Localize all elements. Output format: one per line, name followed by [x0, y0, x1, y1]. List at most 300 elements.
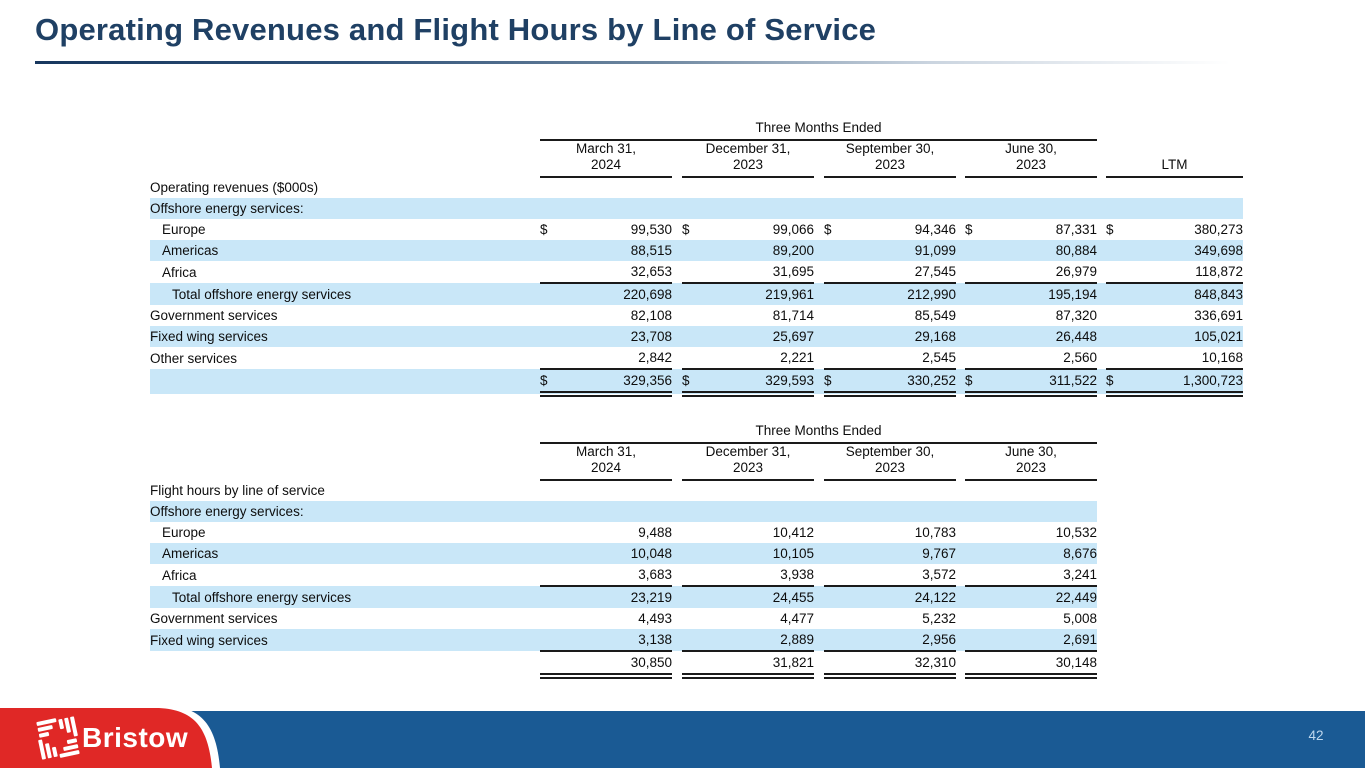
gap-cell — [956, 443, 965, 480]
row-label: Fixed wing services — [150, 326, 540, 347]
currency-cell — [682, 501, 710, 522]
data-table — [150, 421, 1097, 679]
value-cell: 10,048 — [568, 543, 672, 564]
title-underline-rule — [35, 61, 1280, 64]
gap-cell — [814, 629, 824, 651]
table-row — [150, 240, 1243, 261]
currency-cell — [965, 522, 993, 543]
currency-cell — [540, 651, 568, 676]
value-cell: 3,138 — [568, 629, 672, 651]
value-cell: 10,783 — [914, 525, 956, 540]
table-row — [150, 347, 1243, 369]
gap-cell — [672, 443, 682, 480]
value-cell: 22,449 — [993, 586, 1097, 608]
currency-cell — [682, 522, 710, 543]
gap-cell — [672, 651, 682, 676]
gap-cell — [814, 651, 824, 676]
value-cell: 32,653 — [568, 261, 672, 283]
column-header-line1: September 30, — [845, 444, 935, 459]
gap-cell — [1097, 326, 1106, 347]
column-header-line1: June 30, — [1005, 141, 1057, 156]
value-cell: 195,194 — [993, 283, 1097, 305]
currency-cell — [682, 629, 710, 651]
row-label: Americas — [150, 240, 540, 261]
value-cell: 219,961 — [710, 283, 814, 305]
value-cell: 2,560 — [993, 347, 1097, 369]
gap-cell — [672, 240, 682, 261]
table-row — [150, 177, 1243, 198]
currency-cell — [1106, 347, 1136, 369]
table-row — [150, 564, 1097, 586]
value-cell — [710, 177, 814, 198]
value-cell: 4,493 — [638, 611, 672, 626]
ltm-value-cell — [1136, 177, 1243, 198]
row-label: Government services — [150, 308, 278, 323]
column-header — [682, 443, 814, 480]
value-cell: 94,346 — [914, 222, 956, 237]
currency-cell — [540, 480, 568, 501]
currency-cell — [1106, 305, 1136, 326]
page-title: Operating Revenues and Flight Hours by Line of Service — [35, 12, 877, 47]
column-header-line2: 2023 — [1015, 157, 1047, 172]
row-label — [150, 443, 540, 480]
ltm-value-cell: 380,273 — [1194, 222, 1243, 237]
currency-cell — [682, 608, 710, 629]
column-header-line2: 2024 — [590, 157, 622, 172]
currency-cell — [965, 543, 993, 564]
currency-cell — [824, 543, 852, 564]
currency-cell — [1106, 326, 1136, 347]
row-label: Total offshore energy services — [150, 586, 540, 608]
currency-cell — [965, 177, 993, 198]
gap-cell — [672, 608, 682, 629]
value-cell: 3,683 — [568, 564, 672, 586]
gap-cell — [814, 564, 824, 586]
gap-cell — [956, 261, 965, 283]
currency-cell: $ — [965, 369, 993, 394]
gap-cell — [956, 177, 965, 198]
value-cell: 91,099 — [852, 240, 956, 261]
currency-cell — [965, 347, 993, 369]
ltm-value-cell: 1,300,723 — [1136, 369, 1243, 394]
value-cell — [852, 177, 956, 198]
gap-cell — [672, 347, 682, 369]
row-label: Government services — [150, 611, 278, 626]
value-cell: 2,221 — [710, 347, 814, 369]
currency-cell — [1106, 240, 1136, 261]
gap-cell — [672, 283, 682, 305]
value-cell — [710, 198, 814, 219]
value-cell: 2,842 — [568, 347, 672, 369]
currency-cell — [540, 522, 568, 543]
currency-cell — [965, 608, 993, 629]
value-cell: 31,695 — [710, 261, 814, 283]
gap-cell — [956, 240, 965, 261]
gap-cell — [956, 140, 965, 177]
value-cell — [568, 480, 672, 501]
currency-cell: $ — [824, 369, 852, 394]
currency-cell — [682, 177, 710, 198]
value-cell: 329,593 — [710, 369, 814, 394]
value-cell: 3,572 — [852, 564, 956, 586]
currency-cell — [540, 283, 568, 305]
value-cell: 32,310 — [852, 651, 956, 676]
currency-cell — [1106, 177, 1136, 198]
row-label — [150, 118, 540, 140]
currency-cell — [965, 283, 993, 305]
currency-cell — [540, 305, 568, 326]
column-header-line2: 2023 — [732, 460, 764, 475]
gap-cell — [814, 443, 824, 480]
gap-cell — [956, 564, 965, 586]
table-row — [150, 198, 1243, 219]
value-cell: 85,549 — [914, 308, 956, 323]
value-cell — [852, 501, 956, 522]
value-cell — [852, 480, 956, 501]
currency-cell — [965, 629, 993, 651]
row-label: Operating revenues ($000s) — [150, 180, 319, 195]
value-cell: 24,455 — [710, 586, 814, 608]
row-label — [150, 651, 540, 676]
table-row — [150, 629, 1097, 651]
currency-cell — [965, 305, 993, 326]
value-cell: 330,252 — [852, 369, 956, 394]
value-cell: 212,990 — [852, 283, 956, 305]
value-cell: 31,821 — [710, 651, 814, 676]
gap-cell — [956, 369, 965, 394]
gap-cell — [672, 522, 682, 543]
table-span-header-row — [150, 421, 1097, 443]
currency-cell — [682, 240, 710, 261]
value-cell: 3,938 — [710, 564, 814, 586]
currency-cell — [824, 564, 852, 586]
currency-cell — [682, 283, 710, 305]
ltm-value-cell: 105,021 — [1136, 326, 1243, 347]
gap-cell — [956, 651, 965, 676]
gap-cell — [956, 305, 965, 326]
row-label — [150, 369, 540, 394]
currency-cell — [682, 586, 710, 608]
currency-cell — [824, 347, 852, 369]
gap-cell — [814, 326, 824, 347]
gap-cell — [814, 283, 824, 305]
value-cell: 26,979 — [993, 261, 1097, 283]
gap-cell — [672, 177, 682, 198]
table-span-header-row — [150, 118, 1243, 140]
currency-cell: $ — [824, 222, 832, 237]
gap-cell — [672, 305, 682, 326]
span-header: Three Months Ended — [540, 421, 1097, 443]
gap-cell — [1097, 118, 1106, 140]
table-row — [150, 283, 1243, 305]
value-cell: 30,850 — [568, 651, 672, 676]
value-cell: 24,122 — [852, 586, 956, 608]
currency-cell — [824, 501, 852, 522]
currency-cell — [824, 608, 852, 629]
value-cell: 30,148 — [993, 651, 1097, 676]
currency-cell — [540, 543, 568, 564]
currency-cell: $ — [1106, 222, 1114, 237]
column-header-line2: 2023 — [874, 157, 906, 172]
column-header — [824, 140, 956, 177]
currency-cell — [965, 480, 993, 501]
column-header — [682, 140, 814, 177]
table-row — [150, 219, 1243, 240]
currency-cell — [682, 480, 710, 501]
currency-cell — [1106, 198, 1136, 219]
currency-cell — [824, 198, 852, 219]
gap-cell — [672, 140, 682, 177]
ltm-spacer — [1106, 118, 1243, 140]
column-header-line1: March 31, — [575, 141, 637, 156]
value-cell: 9,767 — [852, 543, 956, 564]
page-number: 42 — [1308, 728, 1324, 743]
flight-hours-table — [150, 421, 1097, 679]
value-cell: 99,530 — [630, 222, 672, 237]
currency-cell — [824, 522, 852, 543]
row-label — [150, 421, 540, 443]
currency-cell — [682, 564, 710, 586]
value-cell — [568, 198, 672, 219]
row-label: Other services — [150, 350, 238, 366]
value-cell: 87,320 — [1055, 308, 1097, 323]
value-cell — [568, 501, 672, 522]
ltm-value-cell: 336,691 — [1194, 308, 1243, 323]
column-header — [965, 140, 1097, 177]
column-header-line1: March 31, — [575, 444, 637, 459]
column-header-line2: 2023 — [874, 460, 906, 475]
currency-cell — [540, 177, 568, 198]
value-cell: 2,545 — [852, 347, 956, 369]
gap-cell — [672, 480, 682, 501]
gap-cell — [956, 480, 965, 501]
currency-cell — [682, 326, 710, 347]
currency-cell — [824, 177, 852, 198]
currency-cell — [965, 564, 993, 586]
row-label: Africa — [162, 264, 197, 280]
gap-cell — [1097, 261, 1106, 283]
currency-cell — [682, 651, 710, 676]
currency-cell: $ — [682, 222, 690, 237]
currency-cell — [965, 586, 993, 608]
table-row — [150, 543, 1097, 564]
operating-revenues-table — [150, 118, 1243, 397]
gap-cell — [1097, 140, 1106, 177]
row-label: Flight hours by line of service — [150, 483, 325, 498]
row-label: Offshore energy services: — [150, 501, 540, 522]
gap-cell — [1097, 347, 1106, 369]
value-cell: 2,691 — [993, 629, 1097, 651]
value-cell: 88,515 — [568, 240, 672, 261]
currency-cell — [965, 261, 993, 283]
value-cell: 5,232 — [922, 611, 956, 626]
value-cell: 27,545 — [852, 261, 956, 283]
column-header-line1: June 30, — [1005, 444, 1057, 459]
table-row — [150, 522, 1097, 543]
gap-cell — [956, 326, 965, 347]
column-header-line2: 2023 — [732, 157, 764, 172]
gap-cell — [956, 522, 965, 543]
currency-cell — [965, 501, 993, 522]
gap-cell — [956, 608, 965, 629]
currency-cell — [540, 326, 568, 347]
currency-cell — [682, 261, 710, 283]
row-label: Total offshore energy services — [150, 283, 540, 305]
currency-cell — [540, 347, 568, 369]
gap-cell — [814, 261, 824, 283]
currency-cell — [540, 629, 568, 651]
currency-cell — [965, 651, 993, 676]
currency-cell — [540, 564, 568, 586]
currency-cell — [824, 480, 852, 501]
table-row — [150, 480, 1097, 501]
currency-cell — [540, 501, 568, 522]
currency-cell — [682, 543, 710, 564]
gap-cell — [814, 347, 824, 369]
gap-cell — [956, 586, 965, 608]
gap-cell — [672, 326, 682, 347]
currency-cell — [682, 347, 710, 369]
gap-cell — [814, 608, 824, 629]
currency-cell — [540, 261, 568, 283]
currency-cell — [824, 651, 852, 676]
table-column-header-row — [150, 140, 1243, 177]
value-cell: 2,889 — [710, 629, 814, 651]
span-header: Three Months Ended — [540, 118, 1097, 140]
currency-cell: $ — [1106, 369, 1136, 394]
ltm-header: LTM — [1106, 140, 1243, 177]
value-cell: 26,448 — [993, 326, 1097, 347]
row-label: Europe — [162, 525, 206, 540]
row-label: Fixed wing services — [150, 629, 540, 651]
column-header-line2: 2023 — [1015, 460, 1047, 475]
value-cell: 8,676 — [993, 543, 1097, 564]
currency-cell — [824, 586, 852, 608]
ltm-value-cell: 118,872 — [1136, 261, 1243, 283]
column-header-line1: December 31, — [705, 444, 791, 459]
data-table — [150, 118, 1243, 397]
gap-cell — [814, 219, 824, 240]
gap-cell — [672, 629, 682, 651]
value-cell: 9,488 — [638, 525, 672, 540]
table-row — [150, 261, 1243, 283]
currency-cell — [540, 608, 568, 629]
gap-cell — [956, 543, 965, 564]
value-cell: 5,008 — [1063, 611, 1097, 626]
ltm-value-cell: 10,168 — [1136, 347, 1243, 369]
gap-cell — [814, 543, 824, 564]
value-cell: 220,698 — [568, 283, 672, 305]
value-cell: 23,219 — [568, 586, 672, 608]
gap-cell — [814, 480, 824, 501]
currency-cell: $ — [540, 222, 548, 237]
currency-cell — [965, 240, 993, 261]
gap-cell — [814, 177, 824, 198]
value-cell: 81,714 — [772, 308, 814, 323]
currency-cell — [682, 305, 710, 326]
brand-wordmark: Bristow — [82, 722, 189, 753]
gap-cell — [1097, 177, 1106, 198]
currency-cell — [1106, 283, 1136, 305]
ltm-value-cell: 349,698 — [1136, 240, 1243, 261]
currency-cell — [824, 240, 852, 261]
column-header-line2: 2024 — [590, 460, 622, 475]
currency-cell — [824, 629, 852, 651]
column-header — [965, 443, 1097, 480]
row-label — [150, 140, 540, 177]
value-cell — [993, 177, 1097, 198]
gap-cell — [672, 369, 682, 394]
ltm-value-cell: 848,843 — [1136, 283, 1243, 305]
gap-cell — [956, 347, 965, 369]
column-header — [824, 443, 956, 480]
gap-cell — [814, 240, 824, 261]
value-cell: 80,884 — [993, 240, 1097, 261]
gap-cell — [672, 219, 682, 240]
value-cell — [710, 480, 814, 501]
rotor-pinwheel-icon — [36, 716, 80, 760]
gap-cell — [956, 283, 965, 305]
currency-cell — [540, 586, 568, 608]
column-header-line1: September 30, — [845, 141, 935, 156]
value-cell: 23,708 — [568, 326, 672, 347]
table-row — [150, 586, 1097, 608]
value-cell — [568, 177, 672, 198]
currency-cell — [1106, 261, 1136, 283]
table-row — [150, 326, 1243, 347]
gap-cell — [672, 198, 682, 219]
value-cell: 329,356 — [568, 369, 672, 394]
table-row — [150, 305, 1243, 326]
currency-cell — [965, 326, 993, 347]
brand-logo — [36, 714, 226, 762]
gap-cell — [956, 629, 965, 651]
column-header-line1: December 31, — [705, 141, 791, 156]
currency-cell — [824, 261, 852, 283]
table-row — [150, 369, 1243, 394]
value-cell: 82,108 — [630, 308, 672, 323]
currency-cell: $ — [965, 222, 973, 237]
gap-cell — [956, 219, 965, 240]
gap-cell — [672, 543, 682, 564]
gap-cell — [1097, 198, 1106, 219]
currency-cell — [540, 198, 568, 219]
gap-cell — [814, 198, 824, 219]
value-cell — [993, 198, 1097, 219]
value-cell: 3,241 — [993, 564, 1097, 586]
gap-cell — [814, 305, 824, 326]
gap-cell — [1097, 369, 1106, 394]
value-cell: 2,956 — [852, 629, 956, 651]
gap-cell — [1097, 305, 1106, 326]
gap-cell — [814, 369, 824, 394]
gap-cell — [814, 586, 824, 608]
value-cell — [993, 501, 1097, 522]
gap-cell — [956, 501, 965, 522]
currency-cell — [682, 198, 710, 219]
currency-cell — [824, 326, 852, 347]
value-cell — [993, 480, 1097, 501]
value-cell: 10,105 — [710, 543, 814, 564]
column-header — [540, 140, 672, 177]
column-header — [540, 443, 672, 480]
value-cell: 4,477 — [780, 611, 814, 626]
value-cell: 87,331 — [1055, 222, 1097, 237]
table-row — [150, 501, 1097, 522]
row-label: Europe — [162, 222, 206, 237]
value-cell: 29,168 — [852, 326, 956, 347]
currency-cell: $ — [682, 369, 710, 394]
